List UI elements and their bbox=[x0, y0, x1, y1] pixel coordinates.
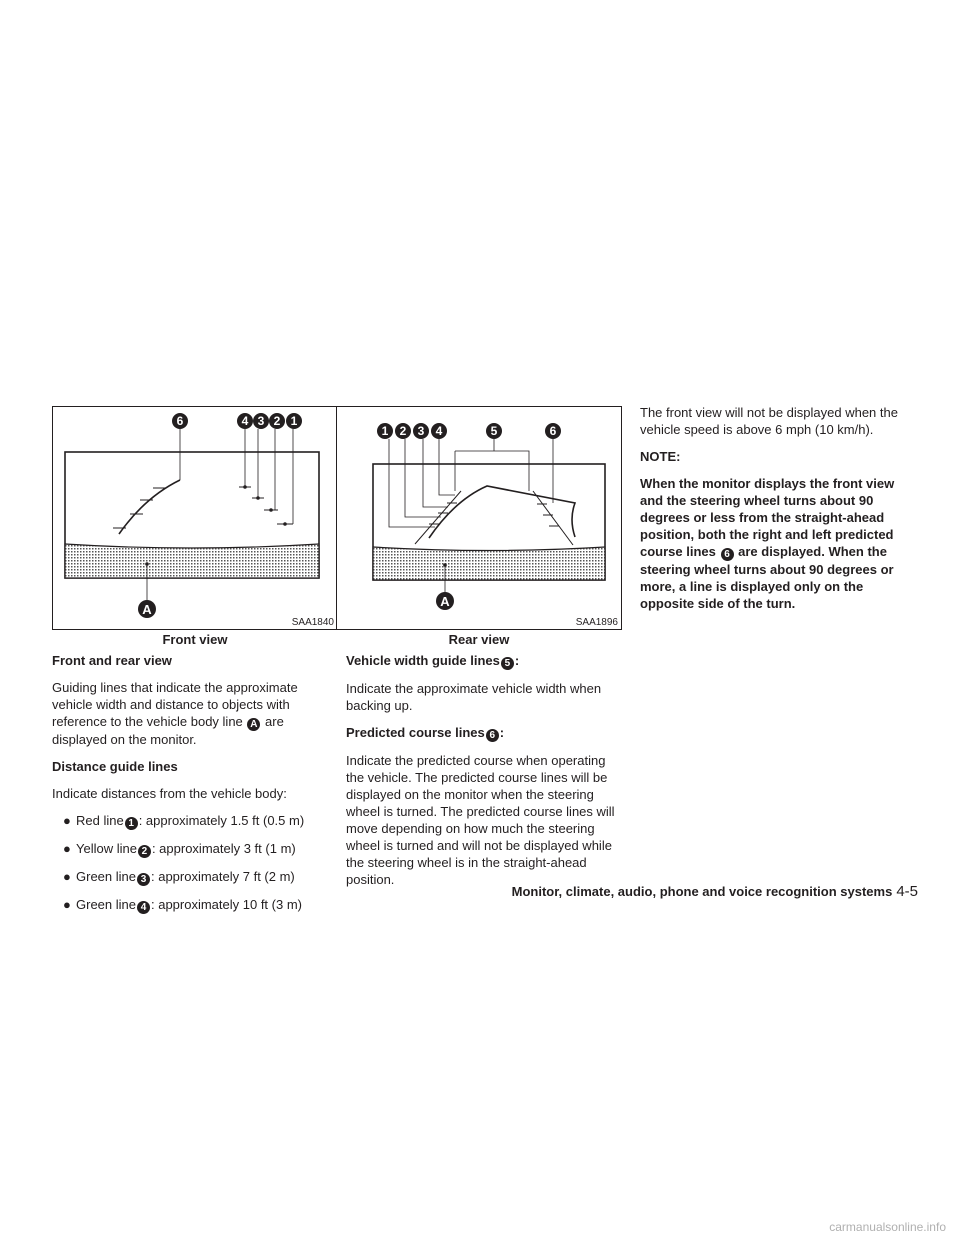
predicted-course-line bbox=[119, 480, 180, 534]
number-6-icon: 6 bbox=[721, 548, 734, 561]
section-title: Monitor, climate, audio, phone and voice recognition systems bbox=[511, 884, 893, 899]
callout-3-icon bbox=[413, 423, 429, 439]
svg-text:A: A bbox=[142, 602, 152, 617]
svg-text:6: 6 bbox=[176, 414, 184, 428]
predicted-course-text: Indicate the predicted course when operating the vehicle. The predicted course lines will be displayed on the monitor when the steering wheel is turned. The predicted course lines will move depending on how much the steering wheel is turned and will not be displayed while the steering wheel is in the straight-ahead position. bbox=[346, 753, 615, 887]
svg-text:1: 1 bbox=[290, 414, 298, 428]
distance-guide-marks bbox=[239, 485, 293, 526]
callout-1-icon bbox=[286, 413, 302, 429]
number-3-icon: 3 bbox=[137, 873, 150, 886]
svg-text:4: 4 bbox=[241, 414, 249, 428]
column-1 bbox=[52, 652, 338, 924]
front-view-caption: Front view bbox=[162, 632, 228, 647]
section-heading: Front and rear view bbox=[52, 653, 172, 668]
callout-6-icon bbox=[545, 423, 561, 439]
intro-paragraph: Guiding lines that indicate the approximate vehicle width and distance to objects with reference to the vehicle body line A are displayed on the monitor. bbox=[52, 680, 298, 747]
callout-a-icon bbox=[138, 600, 156, 618]
bullet-icon: ● bbox=[63, 813, 71, 828]
vehicle-width-heading: Vehicle width guide lines 5 : bbox=[346, 653, 520, 669]
svg-text:2: 2 bbox=[273, 414, 281, 428]
distance-list bbox=[52, 812, 338, 914]
list-item: ● Green line 4 : approximately 10 ft (3 m) bbox=[63, 897, 302, 913]
figure-code: SAA1840 bbox=[291, 617, 334, 628]
callout-2-icon bbox=[269, 413, 285, 429]
vehicle-body-area bbox=[65, 544, 319, 578]
bullet-icon: ● bbox=[63, 841, 71, 856]
vehicle-body-area bbox=[373, 547, 605, 580]
rear-view-diagram bbox=[337, 407, 621, 629]
svg-text:A: A bbox=[440, 594, 450, 609]
column-2 bbox=[346, 652, 622, 898]
rear-view-figure bbox=[336, 406, 622, 630]
list-item: ● Red line 1 : approximately 1.5 ft (0.5 m) bbox=[63, 813, 305, 829]
number-1-icon: 1 bbox=[125, 817, 138, 830]
callout-2-icon bbox=[395, 423, 411, 439]
page-number: 4-5 bbox=[896, 883, 918, 900]
front-view-speed-note: The front view will not be displayed when the vehicle speed is above 6 mph (10 km/h). bbox=[640, 405, 898, 437]
vehicle-body-line-point bbox=[145, 562, 149, 566]
svg-text:4: 4 bbox=[435, 424, 443, 438]
note-body: When the monitor displays the front view and the steering wheel turns about 90 degrees or less from the straight-ahead position, both the right and left predicted course lines 6 are displayed. When the steering wheel turns about 90 degrees or more, a line is displayed only on the opposite side of the turn. bbox=[640, 476, 895, 611]
number-4-icon: 4 bbox=[137, 901, 150, 914]
vehicle-width-line-left bbox=[415, 491, 461, 544]
bullet-icon: ● bbox=[63, 869, 71, 884]
callout-leaders bbox=[389, 439, 553, 527]
marker-a-icon: A bbox=[247, 718, 260, 731]
svg-text:3: 3 bbox=[417, 424, 425, 438]
callout-4-icon bbox=[431, 423, 447, 439]
front-view-diagram bbox=[53, 407, 337, 629]
page-footer bbox=[458, 883, 918, 900]
callout-4-icon bbox=[237, 413, 253, 429]
callout-1-icon bbox=[377, 423, 393, 439]
bullet-icon: ● bbox=[63, 897, 71, 912]
list-item: ● Yellow line 2 : approximately 3 ft (1 m) bbox=[63, 841, 296, 857]
distance-intro: Indicate distances from the vehicle body: bbox=[52, 786, 287, 801]
svg-text:1: 1 bbox=[381, 424, 389, 438]
callout-6-icon bbox=[172, 413, 188, 429]
note-heading: NOTE: bbox=[640, 449, 681, 464]
front-view-figure bbox=[52, 406, 338, 630]
callout-a-icon bbox=[436, 592, 454, 610]
distance-heading: Distance guide lines bbox=[52, 759, 178, 774]
svg-text:2: 2 bbox=[399, 424, 407, 438]
callout-5-icon bbox=[486, 423, 502, 439]
vehicle-body-line-point bbox=[443, 563, 447, 567]
svg-text:6: 6 bbox=[549, 424, 557, 438]
svg-text:5: 5 bbox=[490, 424, 498, 438]
figure-code: SAA1896 bbox=[575, 617, 618, 628]
callout-3-icon bbox=[253, 413, 269, 429]
number-6-icon: 6 bbox=[486, 729, 499, 742]
rear-view-caption: Rear view bbox=[448, 632, 510, 647]
column-3 bbox=[640, 404, 918, 622]
watermark: carmanualsonline.info bbox=[829, 1220, 946, 1234]
number-2-icon: 2 bbox=[138, 845, 151, 858]
predicted-course-heading: Predicted course lines 6 : bbox=[346, 725, 505, 741]
list-item: ● Green line 3 : approximately 7 ft (2 m) bbox=[63, 869, 295, 885]
vehicle-width-text: Indicate the approximate vehicle width when backing up. bbox=[346, 681, 602, 713]
svg-text:3: 3 bbox=[257, 414, 265, 428]
number-5-icon: 5 bbox=[501, 657, 514, 670]
